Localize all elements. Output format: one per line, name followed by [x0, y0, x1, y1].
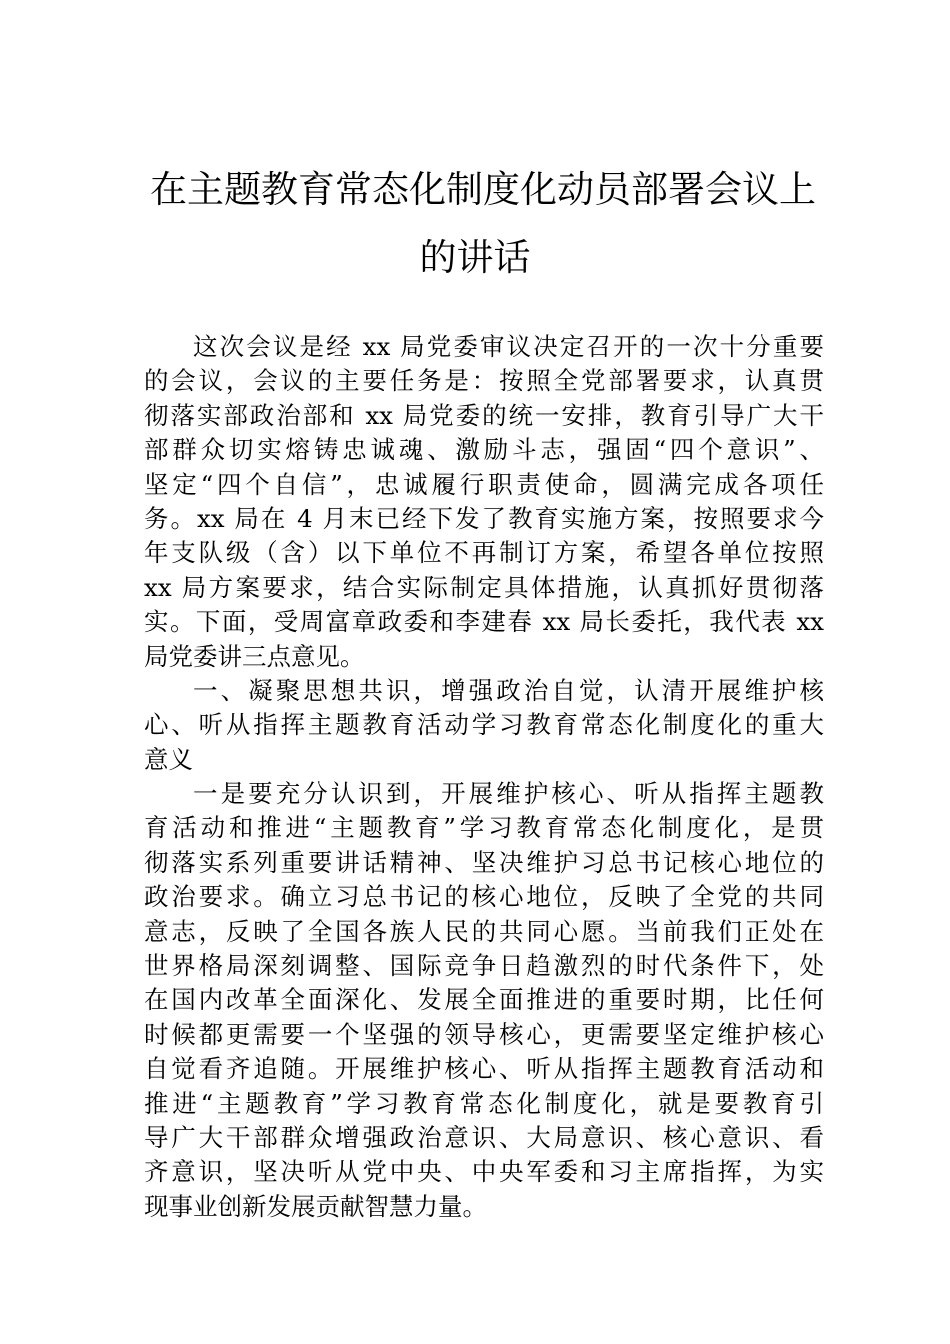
- paragraph-line: 政治要求。确立习总书记的核心地位，反映了全党的共同: [144, 882, 824, 912]
- paragraph-line: 一是要充分认识到，开展维护核心、听从指挥主题教: [193, 779, 824, 809]
- paragraph-line: 彻落实系列重要讲话精神、坚决维护习总书记核心地位的: [144, 847, 824, 877]
- paragraph-line: 局党委讲三点意见。: [144, 641, 365, 671]
- section-heading-line: 一、凝聚思想共识，增强政治自觉，认清开展维护核: [193, 675, 824, 705]
- paragraph-line: 推进“主题教育”学习教育常态化制度化，就是要教育引: [144, 1088, 824, 1118]
- paragraph-line: 务。xx 局在 4 月末已经下发了教育实施方案，按照要求今: [144, 503, 824, 533]
- paragraph-line: 育活动和推进“主题教育”学习教育常态化制度化，是贯: [144, 813, 824, 843]
- document-body: [144, 330, 824, 1224]
- paragraph-line: 彻落实部政治部和 xx 局党委的统一安排，教育引导广大干: [144, 400, 824, 430]
- paragraph-line: 部群众切实熔铸忠诚魂、激励斗志，强固“四个意识”、: [144, 435, 824, 465]
- paragraph-line: 的会议，会议的主要任务是：按照全党部署要求，认真贯: [144, 366, 824, 396]
- document-title-line-2: 的讲话: [419, 236, 531, 279]
- paragraph-line: 实。下面，受周富章政委和李建春 xx 局长委托，我代表 xx: [144, 607, 824, 637]
- paragraph-line: 意志，反映了全国各族人民的共同心愿。当前我们正处在: [144, 916, 824, 946]
- paragraph-line: 坚定“四个自信”，忠诚履行职责使命，圆满完成各项任: [144, 469, 824, 499]
- paragraph-line: 自觉看齐追随。开展维护核心、听从指挥主题教育活动和: [144, 1054, 824, 1084]
- paragraph-line: 齐意识，坚决听从党中央、中央军委和习主席指挥，为实: [144, 1157, 824, 1187]
- paragraph-line: 世界格局深刻调整、国际竞争日趋激烈的时代条件下，处: [144, 951, 824, 981]
- paragraph-line: 时候都更需要一个坚强的领导核心，更需要坚定维护核心: [144, 1019, 824, 1049]
- paragraph-line: 导广大干部群众增强政治意识、大局意识、核心意识、看: [144, 1122, 824, 1152]
- section-heading-line: 意义: [144, 744, 193, 774]
- paragraph-line: 现事业创新发展贡献智慧力量。: [144, 1191, 487, 1221]
- section-heading-line: 心、听从指挥主题教育活动学习教育常态化制度化的重大: [144, 710, 824, 740]
- paragraph-line: 这次会议是经 xx 局党委审议决定召开的一次十分重要: [193, 332, 824, 361]
- document-title-line-1: 在主题教育常态化制度化动员部署会议上: [150, 168, 816, 211]
- paragraph-line: xx 局方案要求，结合实际制定具体措施，认真抓好贯彻落: [144, 572, 824, 602]
- paragraph-line: 年支队级（含）以下单位不再制订方案，希望各单位按照: [144, 538, 824, 568]
- paragraph-line: 在国内改革全面深化、发展全面推进的重要时期，比任何: [144, 985, 824, 1015]
